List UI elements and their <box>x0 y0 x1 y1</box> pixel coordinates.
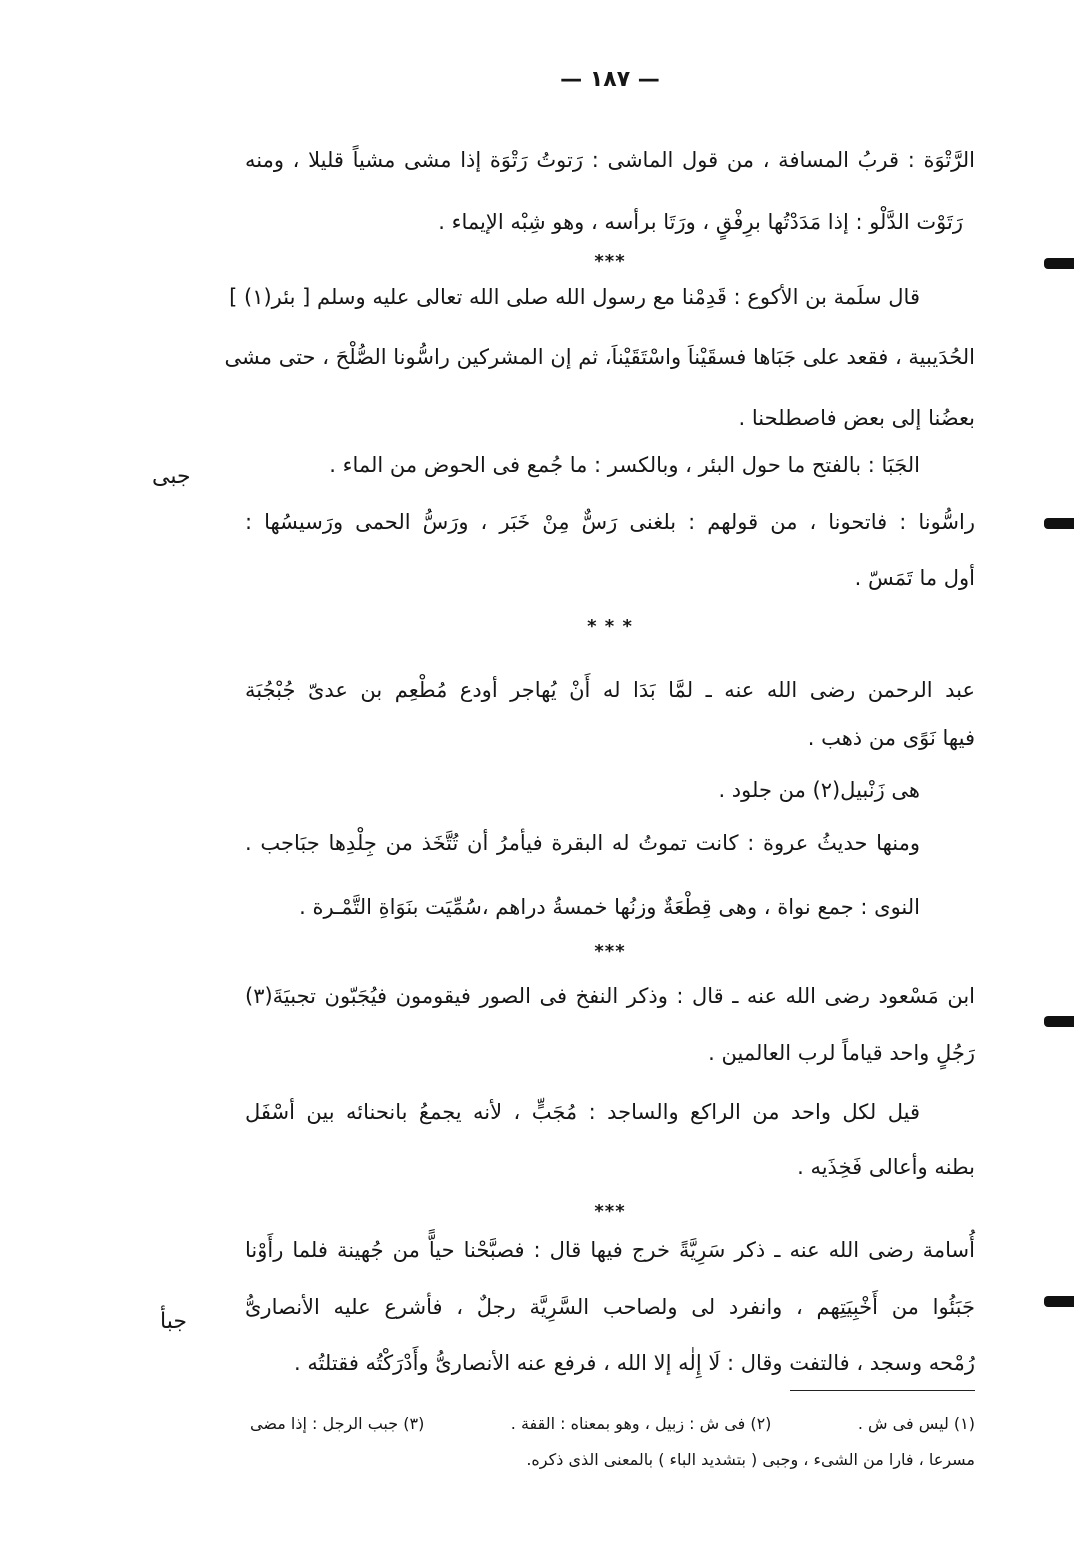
text-line: الجَبَا : بالفتح ما حول البئر ، وبالكسر : ما جُمع فى الحوض من الماء . <box>329 453 920 477</box>
text-line: أُسامة رضى الله عنه ـ ذكر سَرِيَّةً خرج فيها قال : فصبَّحْنا حياًّ من جُهينة فلما رأَوْنا <box>245 1238 975 1262</box>
text-line: ومنها حديثُ عروة : كانت تموتُ له البقرة فيأمرُ أن تُتَّخَذ من جِلْدِها جبَاجب . <box>245 831 920 855</box>
text-line: هى زَنْبيل(٢) من جلود . <box>718 778 920 802</box>
footnote-rule <box>790 1390 975 1391</box>
footnote-line <box>250 1408 975 1440</box>
section-separator: *** <box>594 251 626 272</box>
section-separator: *** <box>594 1201 626 1222</box>
footnote-2: (٢) فى ش : زبيل ، وهو بمعناه : القفة . <box>510 1414 772 1433</box>
footnote-3: (٣) جبب الرجل : إذا مضى <box>250 1414 425 1433</box>
text-line: أول ما تَمَسّ . <box>854 566 975 590</box>
text-line: رَتَوْت الدَّلْو : إذا مَدَدْتُها برِفْقٍ ، ورَتَا برأسه ، وهو شِبْه الإيماء . <box>438 210 963 234</box>
page-number: — ١٨٧ — <box>560 67 660 92</box>
footnote-1: (١) ليس فى ش . <box>857 1414 975 1433</box>
text-line: النوى : جمع نواة ، وهى قِطْعَةٌ وزنُها خمسةُ دراهم ،سُمِّيَت بنَوَاةِ التَّمْـرة . <box>299 895 920 919</box>
section-separator: * * * <box>587 616 633 637</box>
scan-mark <box>1044 518 1074 529</box>
text-line: بطنه وأعالى فَخِذَيه . <box>797 1155 975 1179</box>
text-line: ابن مَسْعود رضى الله عنه ـ قال : وذكر النفخ فى الصور فيقومون فيُجَبّون تجبيَةَ(٣) <box>245 984 975 1008</box>
section-separator: *** <box>594 941 626 962</box>
scan-mark <box>1044 258 1074 269</box>
scan-mark <box>1044 1016 1074 1027</box>
footnote-continuation: مسرعا ، فارا من الشىء ، وجبى ( بتشديد الباء ) بالمعنى الذى ذكره. <box>526 1450 975 1469</box>
text-line: رُمْحه وسجد ، فالتفت وقال : لَا إِلٰه إلا الله ، فرفع عنه الأنصارىُّ وأَدْرَكْتُه فقتلتُه . <box>293 1351 975 1375</box>
text-line: الحُدَيبية ، فقعد على جَبَاها فسقَيْناَ واسْتَقَيْناَ، ثم إن المشركين راسُّونا الصُّلْحَ ، حتى مشى <box>224 345 975 369</box>
text-line: فيها نَوًى من ذهب . <box>807 726 975 750</box>
text-line: قال سلَمة بن الأكوع : قَدِمْنا مع رسول الله صلى الله تعالى عليه وسلم [ بئر(١) ] <box>229 285 920 309</box>
text-line: جَبَئُوا من أَخْبِيَتِهم ، وانفرد لى ولصاحب السَّرِيَّة رجلٌ ، فأشرع عليه الأنصارىُّ <box>245 1295 975 1319</box>
scan-mark <box>1044 1296 1074 1307</box>
text-line: رَجُلٍ واحد قياماً لرب العالمين . <box>708 1041 975 1065</box>
margin-note: جبأ <box>160 1309 187 1334</box>
text-line: عبد الرحمن رضى الله عنه ـ لمَّا بَدَا له أَنْ يُهاجر أودع مُطْعِم بن عدىّ جُبْجُبَة <box>245 678 975 702</box>
text-line: الرَّتْوَة : قربُ المسافة ، من قول الماشى : رَتوتُ رَتْوَة إذا مشى مشياً قليلا ، ومنه <box>245 148 975 172</box>
text-line: راسُّونا : فاتحونا ، من قولهم : بلغنى رَسٌّ مِنْ خَبَر ، ورَسُّ الحمى ورَسيسُها : <box>245 510 975 534</box>
text-line: بعضُنا إلى بعض فاصطلحنا . <box>738 406 975 430</box>
margin-note: جبى <box>152 464 191 489</box>
text-line: قيل لكل واحد من الراكع والساجد : مُجَبٍّ ، لأنه يجمعُ بانحنائه بين أسْفَل <box>245 1100 920 1124</box>
